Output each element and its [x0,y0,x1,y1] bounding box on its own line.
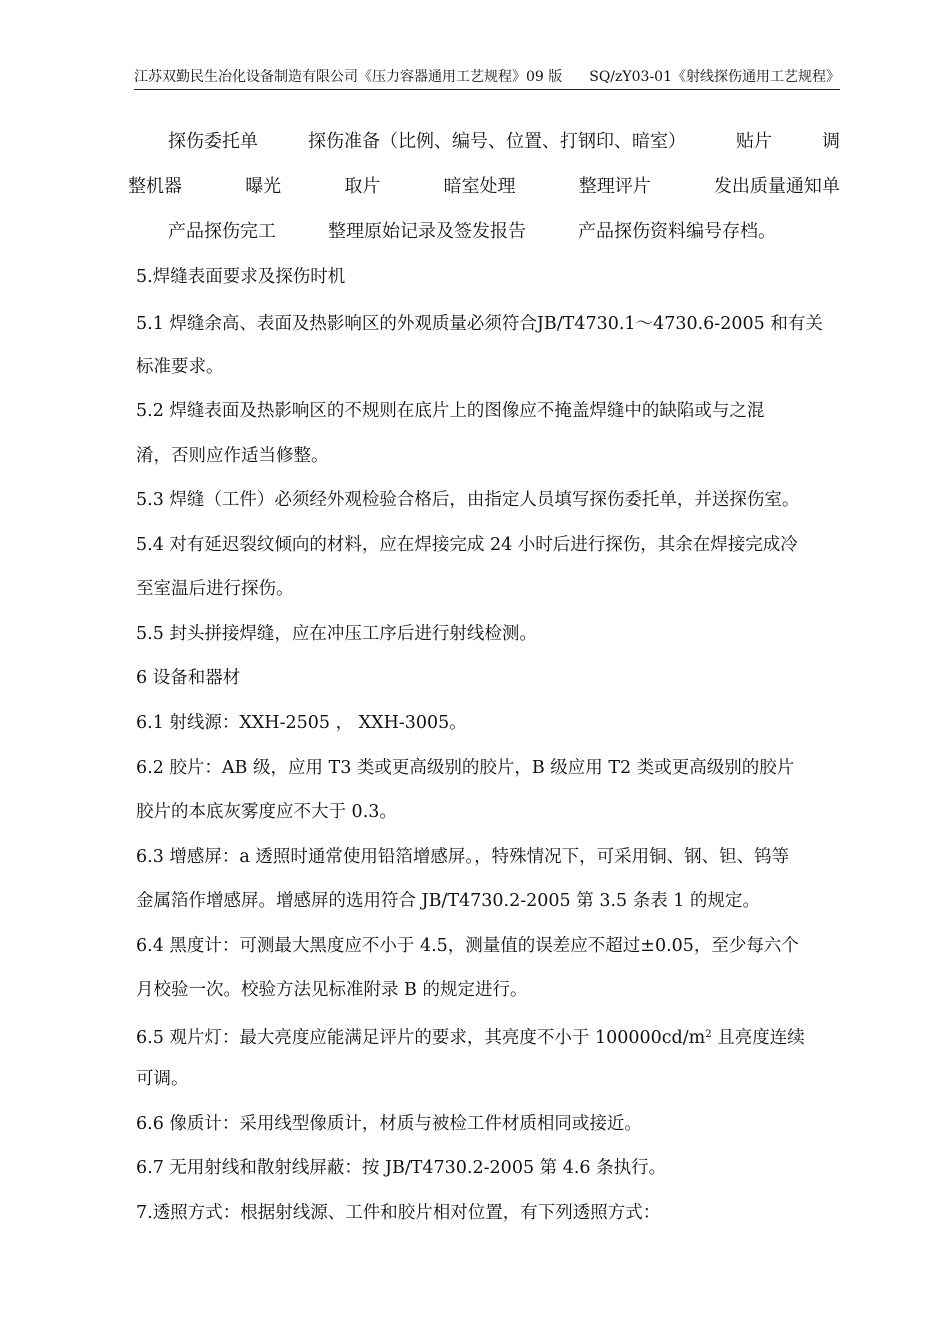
flow-step: 贴片 [736,131,772,152]
process-flow-row-3 [128,219,840,245]
flow-step: 曝光 [245,176,282,197]
flow-step: 探伤准备（比例、编号、位置、打钢印、暗室） [308,131,686,152]
flow-step: 探伤委托单 [168,131,258,152]
paragraph-line: 至室温后进行探伤。 [136,579,294,599]
paragraph-line: 5.5 封头拼接焊缝，应在冲压工序后进行射线检测。 [136,624,537,644]
paragraph-line: 6.2 胶片：AB 级，应用 T3 类或更高级别的胶片，B 级应用 T2 类或更高级别的胶片 [136,758,795,778]
paragraph-text: 6.5 观片灯：最大亮度应能满足评片的要求，其亮度不小于 100000cd/m [136,1028,706,1048]
page-header [134,66,840,90]
section-heading: 5.焊缝表面要求及探伤时机 [136,267,346,287]
paragraph-line: 淆，否则应作适当修整。 [136,446,329,466]
superscript-exponent: 2 [705,1029,712,1040]
flow-step: 整理评片 [578,176,651,197]
paragraph-line: 6.1 射线源：XXH-2505 ， XXH-3005。 [136,713,467,733]
header-company-title: 江苏双勤民生冶化设备制造有限公司《压力容器通用工艺规程》09 版 [134,69,563,85]
paragraph-line: 5.3 焊缝（工件）必须经外观检验合格后，由指定人员填写探伤委托单，并送探伤室。 [136,490,800,510]
paragraph-line: 5.4 对有延迟裂纹倾向的材料，应在焊接完成 24 小时后进行探伤，其余在焊接完成冷 [136,535,798,555]
paragraph-line: 6.6 像质计：采用线型像质计，材质与被检工件材质相同或接近。 [136,1114,642,1134]
paragraph-line: 6.4 黑度计：可测最大黑度应不小于 4.5，测量值的误差应不超过±0.05，至少每六个 [136,936,799,956]
flow-step: 调 [822,131,840,152]
paragraph-line: 标准要求。 [136,357,224,377]
process-flow-row-1 [128,129,840,155]
paragraph-line: 可调。 [136,1069,189,1089]
header-doc-code: SQ/zY03-01《射线探伤通用工艺规程》 [589,69,840,85]
flow-step: 发出质量通知单 [713,176,840,197]
flow-step: 整机器 [128,176,182,197]
flow-step: 取片 [344,176,381,197]
paragraph-text: 且亮度连续 [711,1028,805,1048]
section-heading: 6 设备和器材 [136,668,241,688]
paragraph-line [136,1022,840,1051]
flow-step: 暗室处理 [443,176,516,197]
flow-step: 产品探伤完工 [168,221,276,242]
section-heading: 7.透照方式：根据射线源、工件和胶片相对位置，有下列透照方式： [136,1203,661,1223]
flow-step: 产品探伤资料编号存档。 [578,221,776,242]
process-flow-row-2 [128,174,840,200]
paragraph-line: 6.3 增感屏：a 透照时通常使用铅箔增感屏。，特殊情况下，可采用铜、钢、钽、钨等 [136,847,790,867]
paragraph-line: 胶片的本底灰雾度应不大于 0.3。 [136,802,397,822]
paragraph-line: 5.1 焊缝余高、表面及热影响区的外观质量必须符合JB/T4730.1～4730.6-2005 和有关 [136,314,823,334]
paragraph-line: 6.7 无用射线和散射线屏蔽：按 JB/T4730.2-2005 第 4.6 条执行。 [136,1158,667,1178]
paragraph-line: 月校验一次。校验方法见标准附录 B 的规定进行。 [136,980,528,1000]
paragraph-line: 金属箔作增感屏。增感屏的选用符合 JB/T4730.2-2005 第 3.5 条表 1 的规定。 [136,891,760,911]
flow-step: 整理原始记录及签发报告 [328,221,526,242]
paragraph-line: 5.2 焊缝表面及热影响区的不规则在底片上的图像应不掩盖焊缝中的缺陷或与之混 [136,401,765,421]
